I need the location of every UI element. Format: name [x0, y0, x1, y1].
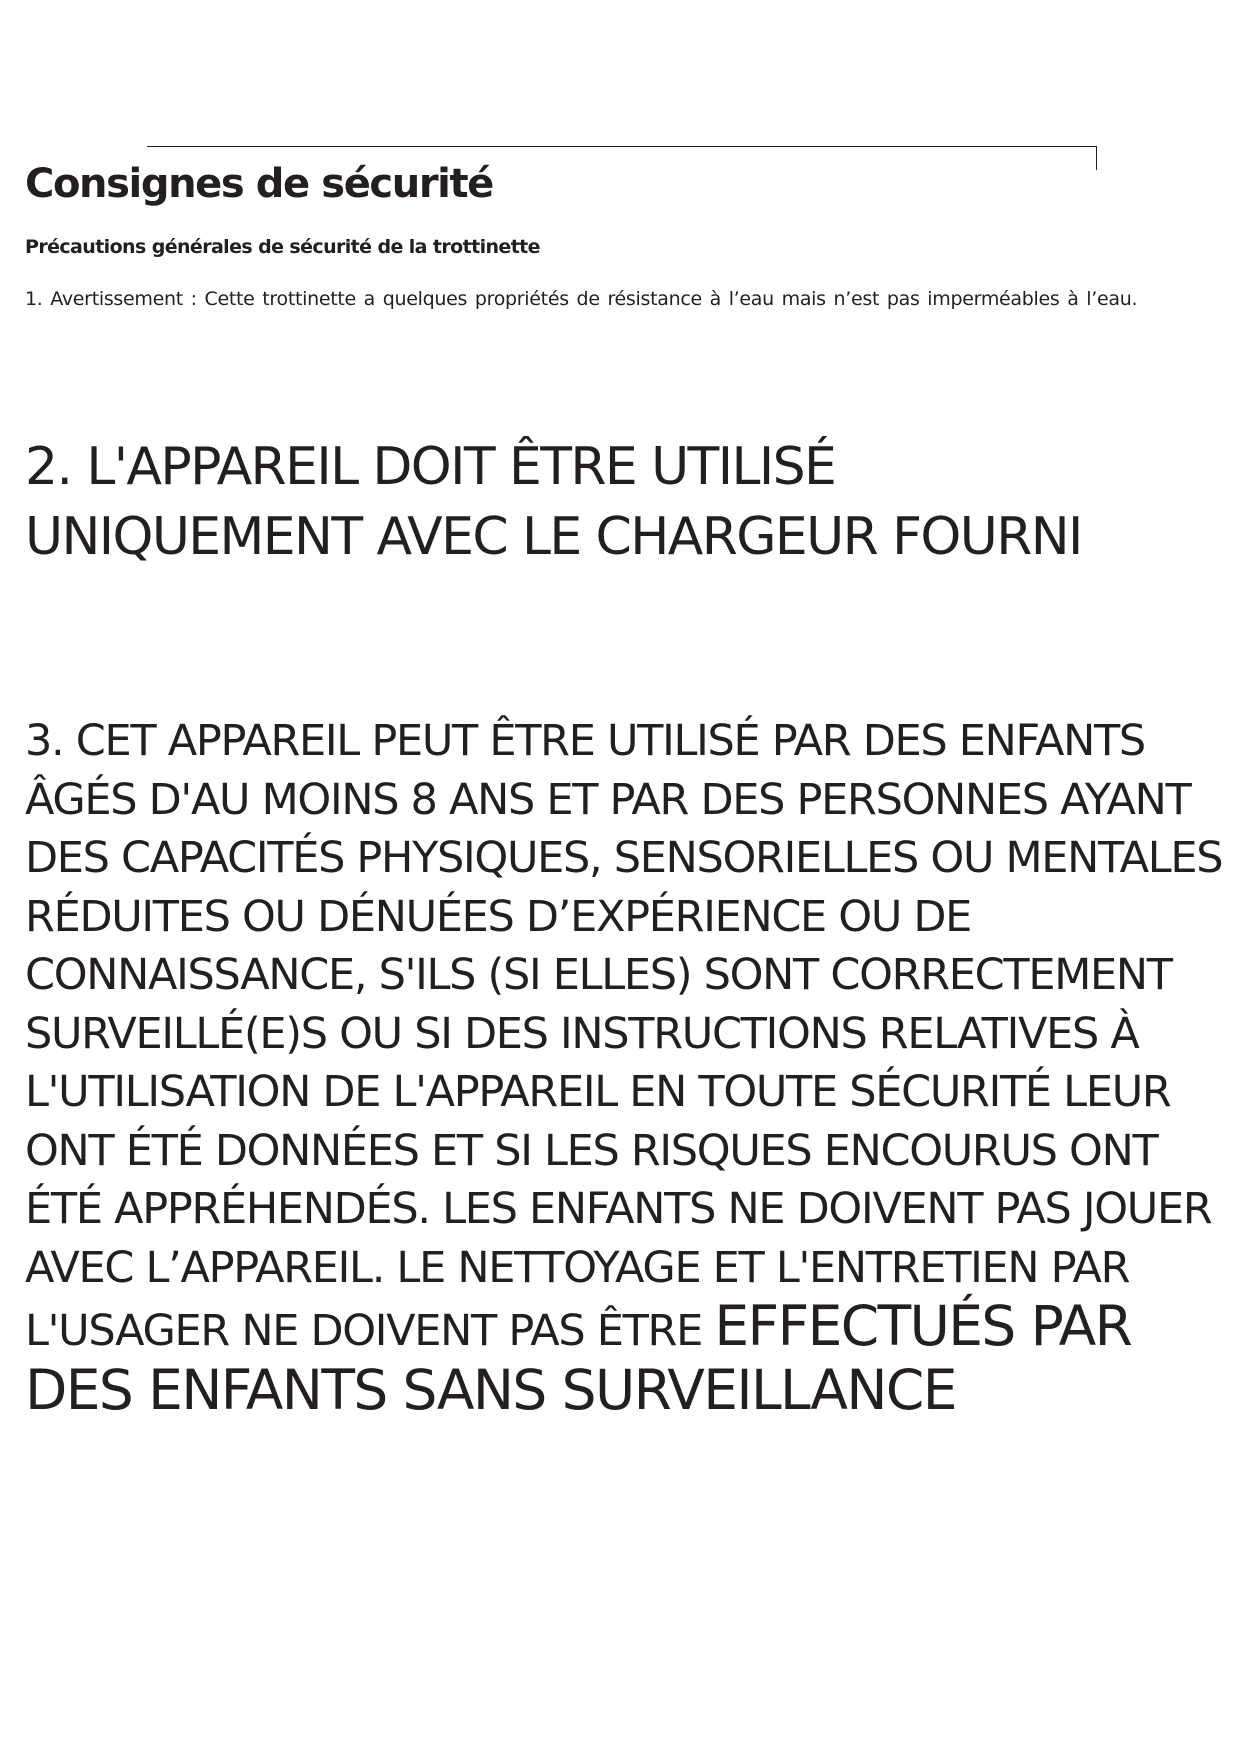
safety-item-2: 2. L'APPAREIL DOIT ÊTRE UTILISÉ UNIQUEMENT AVEC LE CHARGEUR FOURNI — [25, 437, 1082, 567]
safety-item-3 — [25, 712, 1225, 1424]
header-rule — [147, 146, 1097, 147]
page-title: Consignes de sécurité — [25, 161, 493, 207]
safety-item-1: 1. Avertissement : Cette trottinette a quelques propriétés de résistance à l’eau mais n’est pas imperméables à l’eau. — [25, 288, 1138, 310]
section-subtitle: Précautions générales de sécurité de la trottinette — [25, 236, 540, 258]
safety-item-3-text: 3. CET APPAREIL PEUT ÊTRE UTILISÉ PAR DES ENFANTS ÂGÉS D'AU MOINS 8 ANS ET PAR DES PERSONNES AYANT DES CAPACITÉS PHYSIQUES, SENSORIELLES OU MENTALES RÉDUITES OU DÉNUÉES D’EXPÉRIENCE OU DE CONNAISSANCE, S'ILS (SI ELLES) SONT CORRECTEMENT SURVEILLÉ(E)S OU SI DES INSTRUCTIONS RELATIVES À L'UTILISATION DE L'APPAREIL EN TOUTE SÉCURITÉ LEUR ONT ÉTÉ DONNÉES ET SI LES RISQUES ENCOURUS ONT ÉTÉ APPRÉHENDÉS. LES ENFANTS NE DOIVENT PAS JOUER AVEC L’APPAREIL. LE NETTOYAGE ET L'ENTRETIEN PAR L'USAGER NE DOIVENT PAS ÊTRE — [25, 716, 1223, 1356]
safety-item-3-emphasis: EFFECTUÉS PAR DES ENFANTS SANS SURVEILLANCE — [25, 1294, 1132, 1422]
header-rule-tick — [1096, 146, 1097, 170]
